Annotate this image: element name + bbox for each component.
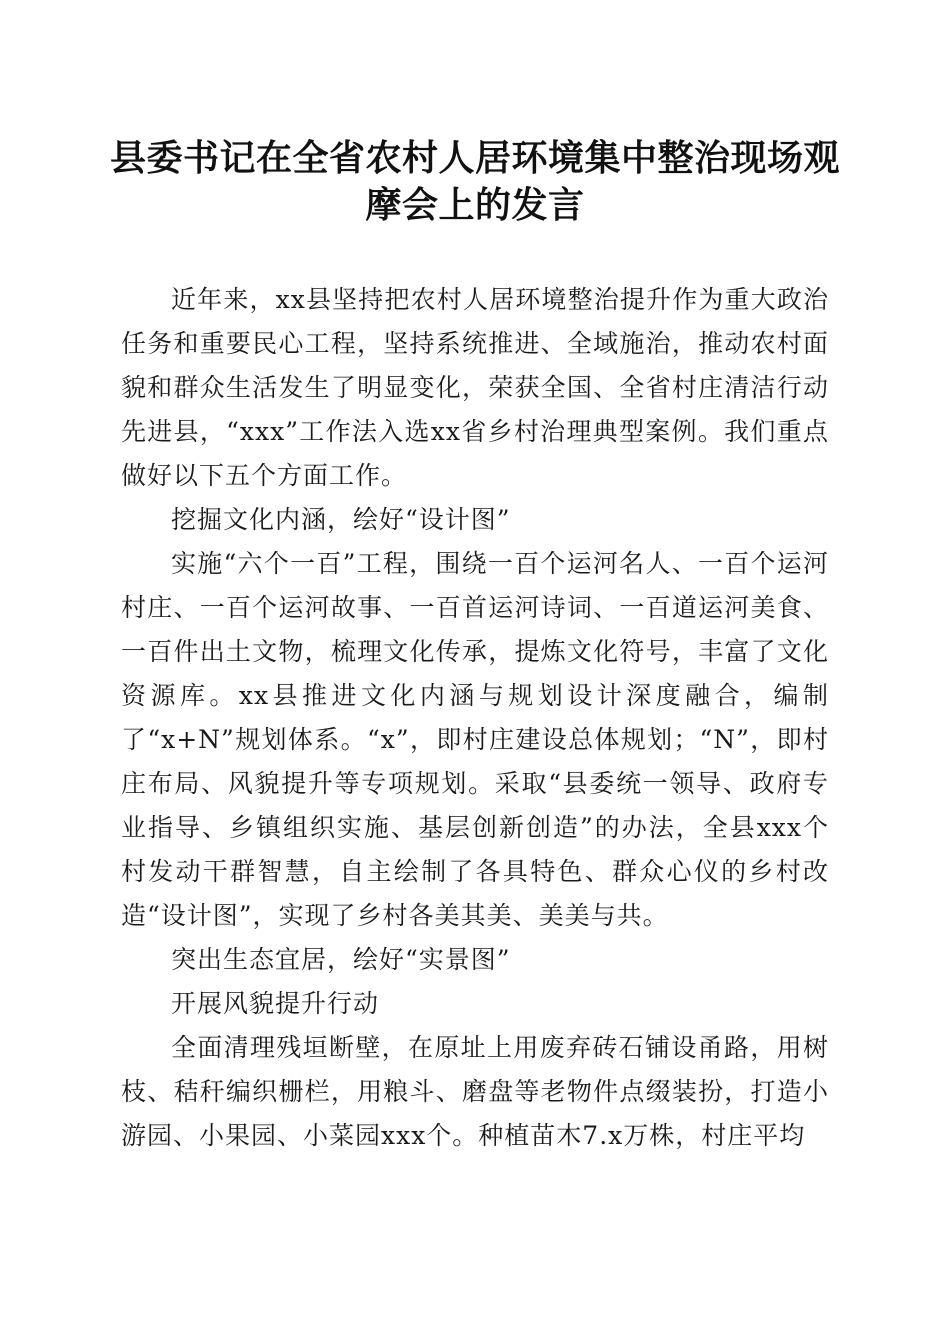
title-line-1: 县委书记在全省农村人居环境集中整治现场观 xyxy=(109,137,840,179)
section-heading-design: 挖掘文化内涵，绘好“设计图” xyxy=(171,505,511,534)
paragraph-intro: 近年来，xx县坚持把农村人居环境整治提升作为重大政治任务和重要民心工程，坚持系统推进、全域施治，推动农村面貌和群众生活发生了明显变化，荣获全国、全省村庄清洁行动先进县，“xxx”工作法入选xx省乡村治理典型案例。我们重点做好以下五个方面工作。 xyxy=(121,285,829,490)
document-title xyxy=(100,135,850,229)
title-line-2: 摩会上的发言 xyxy=(365,184,585,226)
subsection-heading-appearance: 开展风貌提升行动 xyxy=(171,989,380,1018)
paragraph-appearance: 全面清理残垣断壁，在原址上用废弃砖石铺设甬路，用树枝、秸秆编织栅栏，用粮斗、磨盘等老物件点缀装扮，打造小游园、小果园、小菜园xxx个。种植苗木7.x万株，村庄平均 xyxy=(121,1033,829,1150)
document-body xyxy=(121,278,829,1158)
section-heading-scenery: 突出生态宜居，绘好“实景图” xyxy=(171,945,511,974)
paragraph-design: 实施“六个一百”工程，围绕一百个运河名人、一百个运河村庄、一百个运河故事、一百首运河诗词、一百道运河美食、一百件出土文物，梳理文化传承，提炼文化符号，丰富了文化资源库。xx县推进文化内涵与规划设计深度融合，编制了“x+N”规划体系。“x”，即村庄建设总体规划；“N”，即村庄布局、风貌提升等专项规划。采取“县委统一领导、政府专业指导、乡镇组织实施、基层创新创造”的办法，全县xxx个村发动干群智慧，自主绘制了各具特色、群众心仪的乡村改造“设计图”，实现了乡村各美其美、美美与共。 xyxy=(121,549,829,930)
